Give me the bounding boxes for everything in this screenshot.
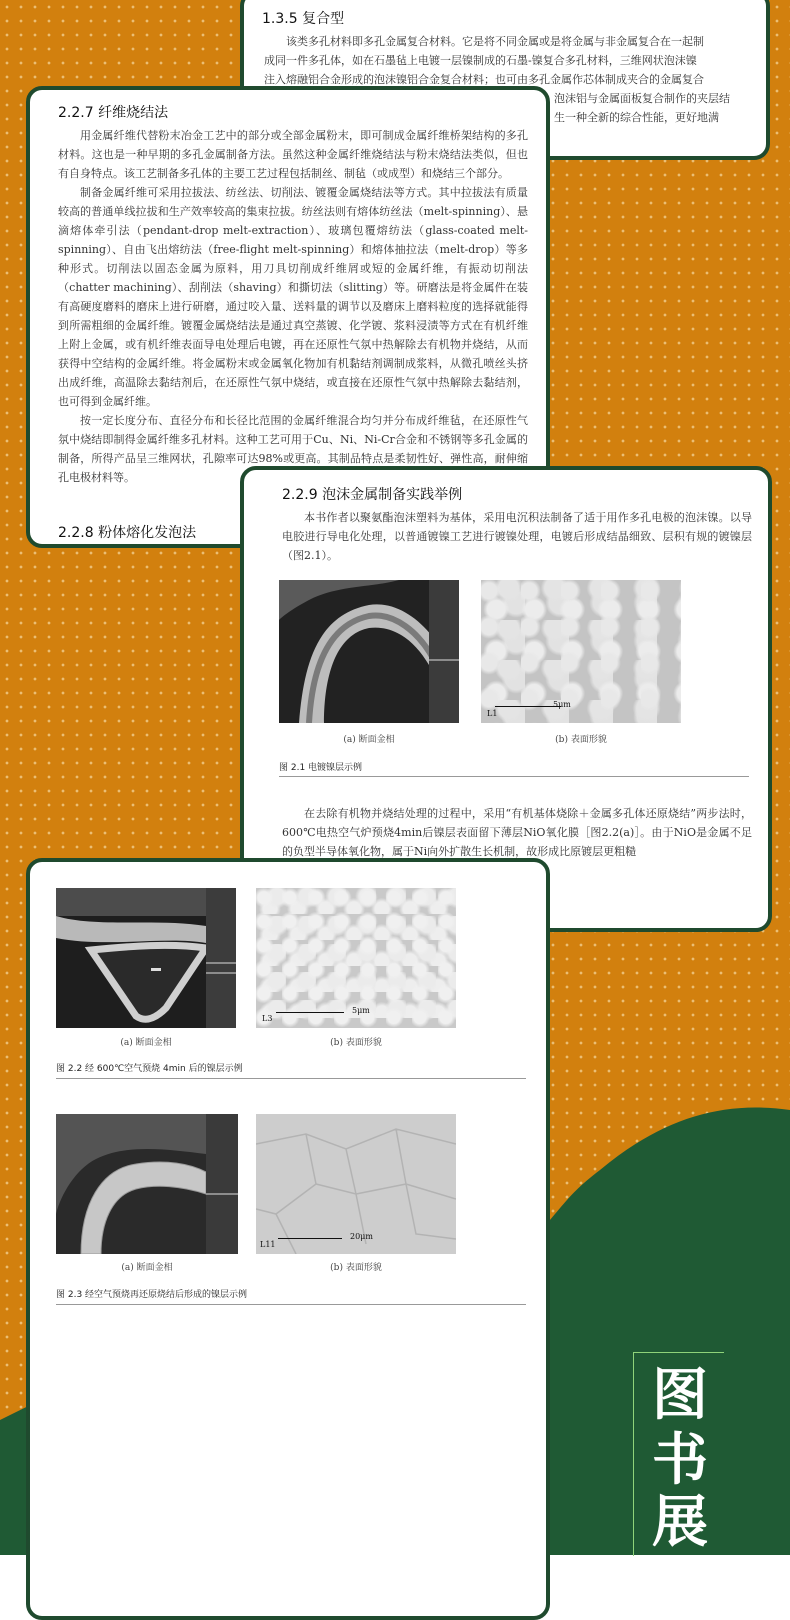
paragraph: 在去除有机物并烧结处理的过程中，采用“有机基体烧除＋金属多孔体还原烧结”两步法时，600℃电热空气炉预烧4min后镍层表面留下薄层NiO氧化膜［图2.2(a)］。由于NiO是金属不足的负型半导体氧化物，属于Ni向外扩散生长机制，故形成比原镀层更粗糙 [282, 807, 752, 858]
figure-rule [56, 1078, 526, 1079]
paragraph: 本书作者以聚氨酯泡沫塑料为基体，采用电沉积法制备了适于用作多孔电极的泡沫镍。以导电胶进行导电化处理，以普通镀镍工艺进行镀镍处理，电镀后形成结晶细致、层积有规的镀镍层（图2.1）。 [282, 511, 752, 562]
brand-char-1: 图 [652, 1362, 708, 1428]
section-heading-135: 1.3.5 复合型 [262, 11, 345, 27]
figure-caption-b: (b) 表面形貌 [555, 735, 607, 745]
brand-char-3: 展 [652, 1489, 708, 1555]
paragraph-tail: 孔电极材料等。 [58, 471, 135, 484]
figure-caption-b: (b) 表面形貌 [330, 1038, 382, 1048]
brand-char-2: 书 [652, 1427, 708, 1493]
figure-caption-a: (a) 断面金相 [120, 1038, 172, 1048]
scale-value: 20μm [350, 1232, 373, 1241]
section-heading-228: 2.2.8 粉体熔化发泡法 [58, 525, 197, 541]
figure-rule [56, 1304, 526, 1305]
figure-title: 图 2.1 电镀镍层示例 [279, 763, 363, 773]
section-heading-229: 2.2.9 泡沫金属制备实践举例 [282, 487, 463, 503]
text-line: 泡沫铝与金属面板复合制作的夹层结 [554, 92, 730, 105]
scale-value: 5μm [553, 700, 571, 709]
scale-bar [495, 706, 561, 707]
scale-bar [278, 1238, 342, 1239]
text-line: 该类多孔材料即多孔金属复合材料。它是将不同金属或是将金属与非金属复合在一起制 [286, 35, 704, 48]
scale-value: 5μm [352, 1006, 370, 1015]
micrograph-cross-section-600c [56, 888, 236, 1028]
figure-title: 图 2.3 经空气预烧再还原烧结后形成的镍层示例 [56, 1290, 248, 1300]
figure-caption-b: (b) 表面形貌 [330, 1263, 382, 1273]
section-229-continued [282, 804, 752, 861]
text-line: 生一种全新的综合性能，更好地满 [554, 111, 719, 124]
micrograph-surface-600c [256, 888, 456, 1028]
micrograph-cross-section-reduced [56, 1114, 238, 1254]
figure-title: 图 2.2 经 600℃空气预烧 4min 后的镍层示例 [56, 1064, 243, 1074]
figure-rule [279, 776, 749, 777]
section-229-intro [282, 508, 752, 565]
text-line: 成同一件多孔体，如在石墨毡上电镀一层镍制成的石墨-镍复合多孔材料，三维网状泡沫镍 [264, 54, 697, 67]
figure-caption-a: (a) 断面金相 [343, 735, 395, 745]
scale-label: L3 [262, 1014, 273, 1023]
paragraph: 制备金属纤维可采用拉拔法、纺丝法、切削法、镀覆金属烧结法等方式。其中拉拔法有质量较高的普通单线拉拔和生产效率较高的集束拉拔。纺丝法则有熔体纺丝法（melt-spinning）、悬滴熔体牵引法（pendant-drop melt-extraction）、玻璃包覆熔纺法（glass-coated melt-spinning）、自由飞出熔纺法（free-flight melt-spinning）和熔体抽拉法（melt-drop）等多种形式。切削法以固态金属为原料，用刀具切削成纤维屑或短的金属纤维，有振动切削法（chatter machining）、刮削法（shaving）和撕切法（slitting）等。研磨法是将金属件在装有高硬度磨料的磨床上进行研磨，通过咬入量、送料量的调节以及磨床上磨料粒度的选择就能得到所需粗细的金属纤维。镀覆金属烧结法是通过真空蒸镀、化学镀、浆料浸渍等方式在有机纤维上附上金属，或有机纤维表面导电处理后电镀，再在还原性气氛中热解除去有机物并烧结，从而获得中空结构的金属纤维。将金属粉末或金属氧化物加有机黏结剂调制成浆料，从微孔喷丝头挤出成纤维，高温除去黏结剂后，在还原性气氛中烧结，或直接在还原性气氛中热解除去黏结剂，也可得到金属纤维。 [58, 186, 528, 408]
micrograph-surface [481, 580, 681, 723]
section-heading-227: 2.2.7 纤维烧结法 [58, 105, 169, 121]
scale-label: L11 [260, 1240, 276, 1249]
text-line: 注入熔融铝合金形成的泡沫镍铝合金复合材料；也可由多孔金属作芯体制成夹合的金属复合 [264, 73, 704, 86]
paragraph: 按一定长度分布、直径分布和长径比范围的金属纤维混合均匀并分布成纤维毡，在还原性气氛中烧结即制得金属纤维多孔材料。这种工艺可用于Cu、Ni、Ni-Cr合金和不锈钢等多孔金属的制备，所得产品呈三维网状，孔隙率可达98%或更高。其制品特点是柔韧性好、弹性高，耐伸缩 [58, 414, 528, 465]
section-227-body [58, 126, 528, 487]
figure-caption-a: (a) 断面金相 [121, 1263, 173, 1273]
micrograph-cross-section [279, 580, 459, 723]
card-figures [26, 858, 550, 1620]
scale-label: L1 [487, 709, 498, 718]
paragraph: 用金属纤维代替粉末冶金工艺中的部分或全部金属粉末，即可制成金属纤维桥架结构的多孔材料。这也是一种早期的多孔金属制备方法。虽然这种金属纤维烧结法与粉末烧结法类似，但也有自身特点。该工艺制备多孔体的主要工艺过程包括制丝、制毡（或成型）和烧结三个部分。 [58, 129, 528, 180]
micrograph-surface-reduced [256, 1114, 456, 1254]
scale-bar [276, 1012, 344, 1013]
